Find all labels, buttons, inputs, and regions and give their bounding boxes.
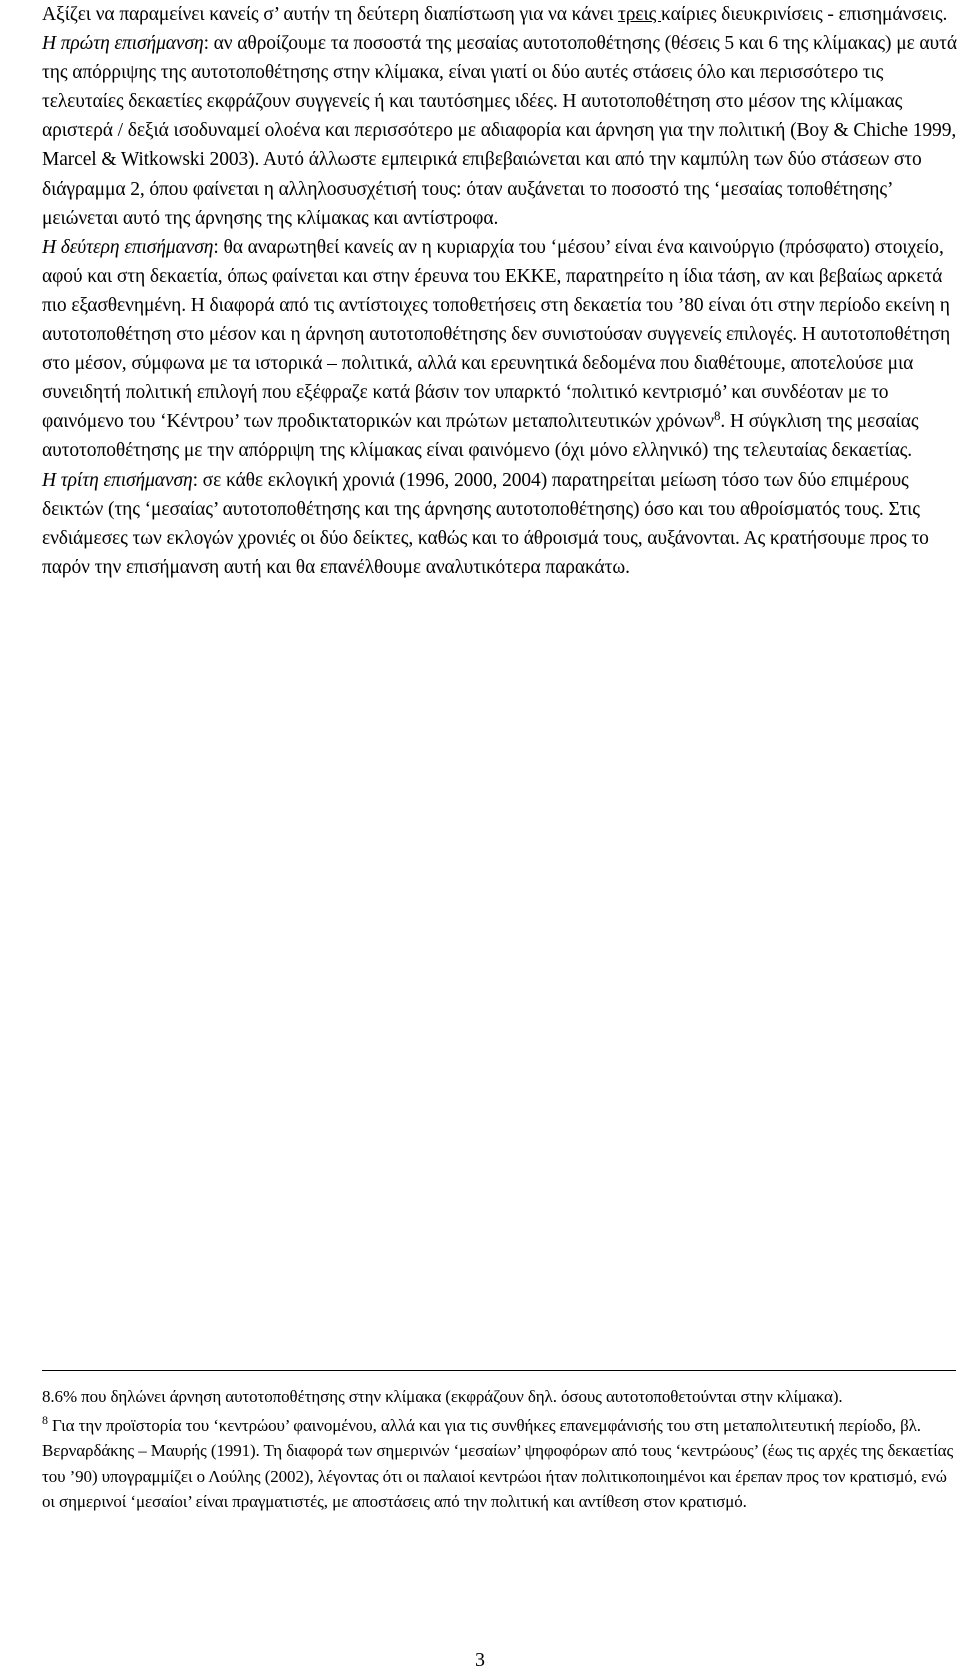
first-remark-body: : αν αθροίζουμε τα ποσοστά της μεσαίας αυτοτοποθέτησης (θέσεις 5 και 6 της κλίμακας) με αυτά της απόρριψης της αυτοτοποθέτησης στην κλίμακα, είναι γιατί οι δύο αυτές στάσεις όλο και περισσότερο τις τελευταίες δεκαετίες εκφράζουν συγγενείς ή και ταυτόσημες ιδέες. Η αυτοτοποθέτηση στο μέσον της κλίμακας αριστερά / δεξιά ισοδυναμεί ολοένα και περισσότερο με αδιαφορία και άρνηση για την πολιτική (Boy & Chiche 1999, Marcel & Witkowski 2003). Αυτό άλλωστε εμπειρικά επιβεβαιώνεται και από την καμπύλη των δύο στάσεων στο διάγραμμα 2, όπου φαίνεται η αλληλοσυσχέτισή τους: όταν αυξάνεται το ποσοστό της ‘μεσαίας τοποθέτησης’ μειώνεται αυτό της άρνησης της κλίμακας και αντίστροφα. xyxy=(42,33,957,229)
footnote-separator xyxy=(42,1370,956,1371)
intro-underlined-word: τρεις xyxy=(618,4,662,25)
footnote-8-marker: 8 xyxy=(42,1413,48,1428)
third-remark-label: Η τρίτη επισήμανση xyxy=(42,469,193,491)
second-remark-paragraph xyxy=(42,233,960,466)
second-remark-label: Η δεύτερη επισήμανση xyxy=(42,236,214,258)
footnote-continued: 8.6% που δηλώνει άρνηση αυτοτοποθέτησης στην κλίμακα (εκφράζουν δηλ. όσους αυτοτοποθετούνται στην κλίμακα). xyxy=(42,1387,843,1406)
intro-text-before: Αξίζει να παραμείνει κανείς σ’ αυτήν τη δεύτερη διαπίστωση για να κάνει xyxy=(42,4,619,25)
intro-paragraph xyxy=(42,0,960,29)
first-remark-paragraph xyxy=(42,29,960,233)
third-remark-body: : σε κάθε εκλογική χρονιά (1996, 2000, 2004) παρατηρείται μείωση τόσο των δύο επιμέρους δεικτών (της ‘μεσαίας’ αυτοτοποθέτησης και της άρνησης αυτοτοποθέτησης) όσο και του αθροίσματός τους. Στις ενδιάμεσες των εκλογών χρονιές οι δύο δείκτες, καθώς και το άθροισμά τους, αυξάνονται. Ας κρατήσουμε προς το παρόν την επισήμανση αυτή και θα επανέλθουμε αναλυτικότερα παρακάτω. xyxy=(42,469,929,578)
intro-text-after: καίριες διευκρινίσεις - επισημάνσεις. xyxy=(661,4,948,25)
second-remark-body-after: . Η σύγκλιση της μεσαίας αυτοτοποθέτησης με την απόρριψη της κλίμακας είναι φαινόμενο (όχι μόνο ελληνικό) της τελευταίας δεκαετίας. xyxy=(42,411,919,462)
third-remark-paragraph xyxy=(42,466,960,582)
second-remark-body: : θα αναρωτηθεί κανείς αν η κυριαρχία του ‘μέσου’ είναι ένα καινούργιο (πρόσφατο) στοιχείο, αφού και στη δεκαετία, όπως φαίνεται και στην έρευνα του ΕΚΚΕ, παρατηρείτο η ίδια τάση, αν και βεβαίως αρκετά πιο εξασθενημένη. Η διαφορά από τις αντίστοιχες τοποθετήσεις στη δεκαετία του ’80 είναι ότι στην περίοδο εκείνη η αυτοτοποθέτηση στο μέσον και η άρνηση αυτοτοποθέτησης δεν συνιστούσαν συγγενείς επιλογές. Η αυτοτοποθέτηση στο μέσον, σύμφωνα με τα ιστορικά – πολιτικά, αλλά και ερευνητικά δεδομένα που διαθέτουμε, αποτελούσε μια συνειδητή πολιτική επιλογή που εξέφραζε κατά βάσιν τον υπαρκτό ‘πολιτικό κεντρισμό’ και συνδέοταν με το φαινόμενο του ‘Κέντρου’ των προδικτατορικών και πρώτων μεταπολιτευτικών χρόνων xyxy=(42,236,951,433)
footnote-reference-8[interactable]: 8 xyxy=(713,408,721,424)
page-number: 3 xyxy=(475,1649,485,1671)
footnote-8-text: Για την προϊστορία του ‘κεντρώου’ φαινομένου, αλλά και για τις συνθήκες επανεμφάνισής του στη μεταπολιτευτική περίοδο, βλ. Βερναρδάκης – Μαυρής (1991). Τη διαφορά των σημερινών ‘μεσαίων’ ψηφοφόρων από τους ‘κεντρώους’ (έως τις αρχές της δεκαετίας του ’90) υπογραμμίζει ο Λούλης (2002), λέγοντας ότι οι παλαιοί κεντρώοι ήταν πολιτικοποιημένοι και έρεπαν προς τον κρατισμό, ενώ οι σημερινοί ‘μεσαίοι’ είναι πραγματιστές, με αποστάσεις από την πολιτική και αντίθεση στον κρατισμό. xyxy=(42,1416,954,1511)
main-text xyxy=(42,0,960,582)
footnotes xyxy=(42,1384,960,1518)
first-remark-label: Η πρώτη επισήμανση xyxy=(42,33,204,55)
footnote-8 xyxy=(42,1413,960,1514)
